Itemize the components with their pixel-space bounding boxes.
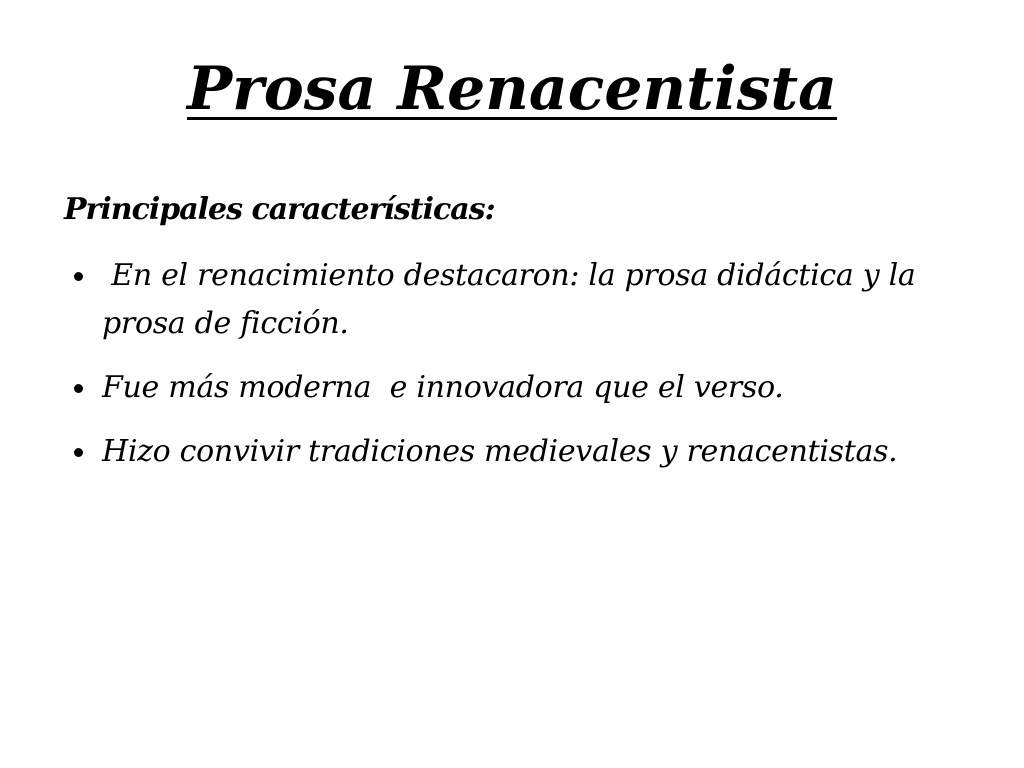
slide-title — [0, 56, 1024, 122]
bullet-dot-icon — [74, 384, 83, 393]
bullet-list — [70, 252, 990, 492]
bullet-item — [70, 364, 990, 412]
bullet-text: En el renacimiento destacaron: la prosa didáctica y la prosa de ficción. — [102, 258, 925, 341]
bullet-dot-icon — [74, 272, 83, 281]
section-subtitle: Principales características: — [64, 192, 495, 227]
slide-title-text: Prosa Renacentista — [186, 54, 838, 124]
bullet-dot-icon — [74, 448, 83, 457]
bullet-item — [70, 252, 990, 348]
bullet-item — [70, 428, 990, 476]
bullet-text: Fue más moderna e innovadora que el verso. — [102, 370, 784, 405]
bullet-text: Hizo convivir tradiciones medievales y renacentistas. — [102, 434, 898, 469]
